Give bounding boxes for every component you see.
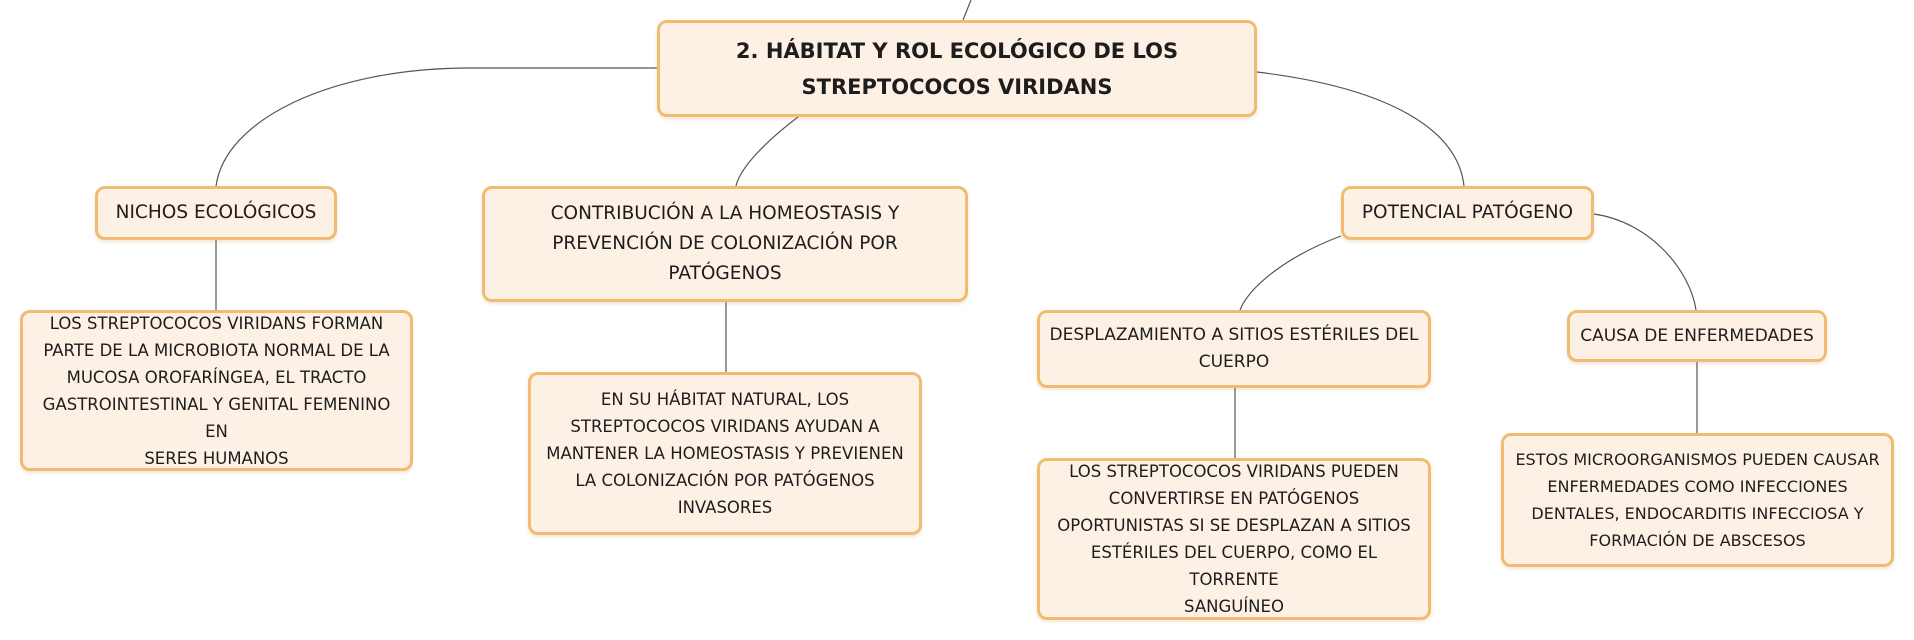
detail-desplazamiento-text: LOS STREPTOCOCOS VIRIDANS PUEDEN CONVERTIRSE EN PATÓGENOS OPORTUNISTAS SI SE DESPLAZAN A SITIOS ESTÉRILES DEL CUERPO, COMO EL TORRENTE SANGUÍNEO bbox=[1057, 462, 1411, 616]
detail-causa-enfermedades[interactable] bbox=[1501, 433, 1894, 567]
connector-root-to-potencial bbox=[1257, 72, 1464, 186]
detail-desplazamiento-sitios-esteriles[interactable] bbox=[1037, 458, 1431, 620]
topic-potencial-patogeno-label: POTENCIAL PATÓGENO bbox=[1361, 202, 1574, 223]
topic-nichos-ecologicos[interactable] bbox=[95, 186, 337, 240]
detail-nichos-ecologicos[interactable] bbox=[20, 310, 413, 471]
detail-causa-enfermedades-text: ESTOS MICROORGANISMOS PUEDEN CAUSAR ENFERMEDADES COMO INFECCIONES DENTALES, ENDOCARDITIS INFECCIOSA Y FORMACIÓN DE ABSCESOS bbox=[1515, 450, 1880, 550]
topic-potencial-patogeno[interactable] bbox=[1341, 186, 1594, 240]
detail-contribucion-homeostasis-text: EN SU HÁBITAT NATURAL, LOS STREPTOCOCOS VIRIDANS AYUDAN A MANTENER LA HOMEOSTASIS Y PREVIENEN LA COLONIZACIÓN POR PATÓGENOS INVASORES bbox=[546, 390, 904, 517]
connector-potencial-to-causa bbox=[1594, 214, 1696, 310]
connector-parent-to-root bbox=[963, 0, 971, 20]
topic-nichos-ecologicos-label: NICHOS ECOLÓGICOS bbox=[115, 202, 317, 223]
topic-causa-enfermedades-label: CAUSA DE ENFERMEDADES bbox=[1580, 325, 1814, 346]
connector-potencial-to-desplazamiento bbox=[1240, 236, 1341, 310]
connector-root-to-contribucion bbox=[736, 117, 798, 186]
detail-nichos-ecologicos-text: LOS STREPTOCOCOS VIRIDANS FORMAN PARTE DE LA MICROBIOTA NORMAL DE LA MUCOSA OROFARÍNGEA, EL TRACTO GASTROINTESTINAL Y GENITAL FEMENINO EN SERES HUMANOS bbox=[42, 313, 391, 468]
connector-root-to-nichos bbox=[216, 68, 657, 186]
root-topic-title: 2. HÁBITAT Y ROL ECOLÓGICO DE LOS STREPTOCOCOS VIRIDANS bbox=[735, 38, 1179, 99]
detail-contribucion-homeostasis[interactable] bbox=[528, 372, 922, 535]
topic-contribucion-homeostasis[interactable] bbox=[482, 186, 968, 302]
topic-contribucion-homeostasis-label: CONTRIBUCIÓN A LA HOMEOSTASIS Y PREVENCIÓN DE COLONIZACIÓN POR PATÓGENOS bbox=[550, 203, 900, 284]
topic-desplazamiento-sitios-esteriles[interactable] bbox=[1037, 310, 1431, 388]
root-topic-node[interactable] bbox=[657, 20, 1257, 117]
topic-desplazamiento-label: DESPLAZAMIENTO A SITIOS ESTÉRILES DEL CUERPO bbox=[1049, 325, 1419, 372]
topic-causa-enfermedades[interactable] bbox=[1567, 310, 1827, 362]
